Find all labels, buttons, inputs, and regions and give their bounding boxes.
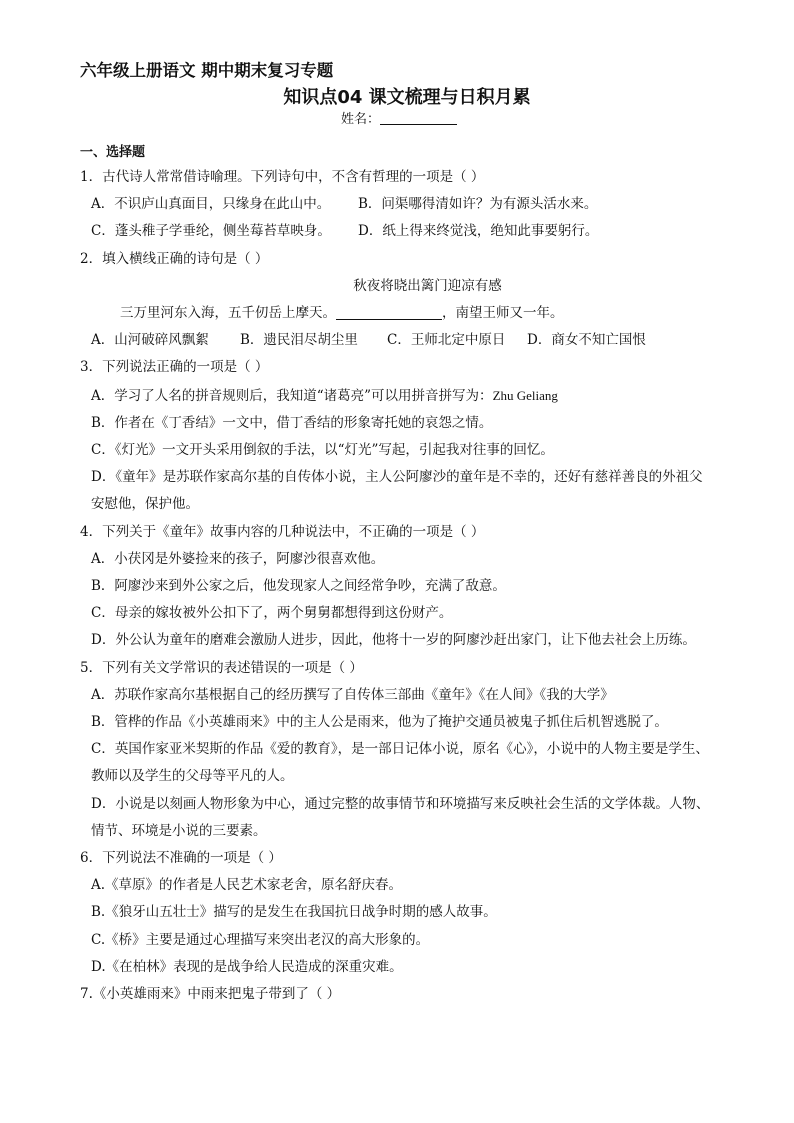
question-5-option-b[interactable]: B．管桦的作品《小英雄雨来》中的主人公是雨来，他为了掩护交通员被鬼子抓住后机智逃脱了。 xyxy=(91,714,668,731)
question-4-option-d[interactable]: D．外公认为童年的磨难会激励人进步，因此，他将十一岁的阿廖沙赶出家门，让下他去社会上历练。 xyxy=(91,632,696,649)
poem-line xyxy=(80,300,730,327)
question-1-option-c[interactable]: C．蓬头稚子学垂纶，侧坐莓苔草映身。 xyxy=(91,223,331,240)
question-2-options xyxy=(80,327,730,354)
question-3-option-d-cont: 安慰他，保护他。 xyxy=(91,496,199,513)
question-6-stem: 6．下列说法不准确的一项是（ ） xyxy=(80,850,282,867)
poem-line-part2: ，南望王师又一年。 xyxy=(442,305,564,322)
question-3-option-d[interactable]: D．《童年》是苏联作家高尔基的自传体小说，主人公阿廖沙的童年是不幸的，还好有慈祥善良的外祖父 xyxy=(91,469,703,486)
question-5-option-c[interactable]: C．英国作家亚米契斯的作品《爱的教育》，是一部日记体小说，原名《心》，小说中的人物主要是学生、 xyxy=(91,741,709,758)
question-5-option-d-cont: 情节、环境是小说的三要素。 xyxy=(91,822,267,839)
series-title: 六年级上册语文 期中期末复习专题 xyxy=(80,61,334,80)
question-2-option-c[interactable]: C．王师北定中原日 xyxy=(387,332,506,349)
questions-content xyxy=(80,144,730,1008)
question-3-option-a-text: A．学习了人名的拼音规则后，我知道“诸葛亮”可以用拼音拼写为： xyxy=(91,387,493,404)
question-5-option-a[interactable]: A．苏联作家高尔基根据自己的经历撰写了自传体三部曲《童年》《在人间》《我的大学》 xyxy=(91,686,614,703)
question-1-stem: 1．古代诗人常常借诗喻理。下列诗句中，不含有哲理的一项是（ ） xyxy=(80,169,485,185)
poem-title: 秋夜将晓出篱门迎凉有感 xyxy=(353,277,502,294)
question-1-options-ab xyxy=(80,191,730,218)
name-blank-line[interactable] xyxy=(380,111,457,125)
question-2-option-b[interactable]: B．遗民泪尽胡尘里 xyxy=(240,332,358,349)
question-6-option-a[interactable]: A.《草原》的作者是人民艺术家老舍，原名舒庆春。 xyxy=(91,877,403,894)
question-6-option-c[interactable]: C.《桥》主要是通过心理描写来突出老汉的高大形象的。 xyxy=(91,931,430,948)
question-1-option-b[interactable]: B．问渠哪得清如许？为有源头活水来。 xyxy=(358,196,598,213)
question-5-option-d[interactable]: D．小说是以刻画人物形象为中心，通过完整的故事情节和环境描写来反映社会生活的文学体裁。人物、 xyxy=(91,795,710,812)
page-title: 知识点04 课文梳理与日积月累 xyxy=(283,87,531,108)
question-6-option-d[interactable]: D.《在柏林》表现的是战争给人民造成的深重灾难。 xyxy=(91,958,403,975)
question-3-stem: 3．下列说法正确的一项是（ ） xyxy=(80,359,269,376)
question-3-option-c[interactable]: C．《灯光》一文开头采用倒叙的手法，以“灯光”写起，引起我对往事的回忆。 xyxy=(91,442,554,459)
question-5-option-c-cont: 教师以及学生的父母等平凡的人。 xyxy=(91,768,294,785)
question-2-stem: 2．填入横线正确的诗句是（ ） xyxy=(80,250,269,267)
question-1-options-cd xyxy=(80,218,730,245)
question-7-stem: 7.《小英雄雨来》中雨来把鬼子带到了（ ） xyxy=(80,986,341,1003)
poem-line-part1: 三万里河东入海，五千仞岳上摩天。 xyxy=(120,305,336,322)
name-field-row xyxy=(341,108,457,127)
question-1-option-d[interactable]: D．纸上得来终觉浅，绝知此事要躬行。 xyxy=(358,223,599,240)
section-heading-choice: 一、选择题 xyxy=(80,145,146,160)
question-2-option-a[interactable]: A．山河破碎风飘絮 xyxy=(91,332,209,349)
question-4-option-b[interactable]: B．阿廖沙来到外公家之后，他发现家人之间经常争吵，充满了敌意。 xyxy=(91,578,506,595)
question-3-option-a-pinyin: Zhu Geliang xyxy=(492,387,558,403)
question-6-option-b[interactable]: B.《狼牙山五壮士》描写的是发生在我国抗日战争时期的感人故事。 xyxy=(91,904,497,921)
question-4-option-a[interactable]: A．小茯冈是外婆捡来的孩子，阿廖沙很喜欢他。 xyxy=(91,550,385,567)
question-4-stem: 4．下列关于《童年》故事内容的几种说法中，不正确的一项是（ ） xyxy=(80,523,485,540)
question-5-stem: 5．下列有关文学常识的表述错误的一项是（ ） xyxy=(80,659,363,676)
question-3-option-a[interactable] xyxy=(80,382,730,410)
poem-fill-blank[interactable] xyxy=(336,303,442,320)
name-label: 姓名： xyxy=(341,112,381,127)
question-3-option-b[interactable]: B．作者在《丁香结》一文中，借丁香结的形象寄托她的哀怨之情。 xyxy=(91,414,493,431)
question-1-option-a[interactable]: A．不识庐山真面目，只缘身在此山中。 xyxy=(91,196,331,213)
question-4-option-c[interactable]: C．母亲的嫁妆被外公扣下了，两个舅舅都想得到这份财产。 xyxy=(91,605,453,622)
question-2-option-d[interactable]: D．商女不知亡国恨 xyxy=(527,332,646,349)
